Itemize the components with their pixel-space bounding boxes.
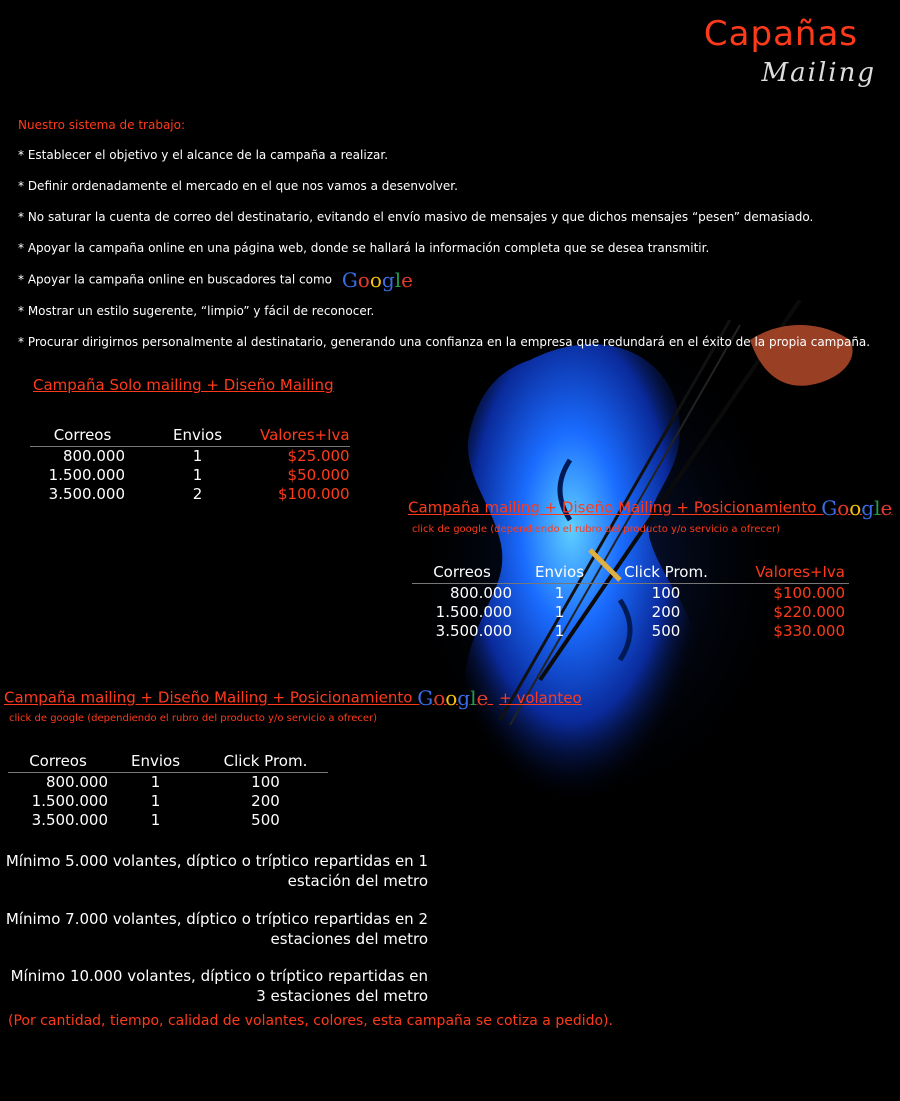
cell-correos: 1.500.000 <box>435 603 512 621</box>
col-header-click: Click Prom. <box>203 752 328 773</box>
col-header-valores: Valores+Iva <box>725 563 849 584</box>
col-header-valores: Valores+Iva <box>260 426 350 447</box>
bullet-market: * Definir ordenadamente el mercado en el que nos vamos a desenvolver. <box>18 179 458 193</box>
cell-envios: 1 <box>554 584 565 602</box>
flyer-option-2 <box>0 909 428 949</box>
flyer-line: Mínimo 7.000 volantes, díptico o tríptico repartidas en 2 <box>5 910 428 928</box>
cell-envios: 1 <box>192 447 203 465</box>
intro-heading: Nuestro sistema de trabajo: <box>18 118 186 132</box>
bullet-search-engines-text: * Apoyar la campaña online en buscadores tal como <box>18 272 332 287</box>
google-logo: Google <box>341 268 413 292</box>
table-row <box>30 466 350 485</box>
cell-envios: 1 <box>192 466 203 484</box>
section2-title-text: Campaña mailing + Diseño Mailing + Posicionamiento <box>408 498 817 517</box>
table-header-row <box>412 563 849 584</box>
cell-click: 500 <box>251 811 280 829</box>
cell-click: 100 <box>651 584 681 602</box>
section1-title: Campaña Solo mailing + Diseño Mailing <box>33 376 334 394</box>
section1-price-table <box>30 426 350 504</box>
cell-correos: 3.500.000 <box>48 485 125 503</box>
bullet-web-page: * Apoyar la campaña online en una página web, donde se hallará la información completa que se desea transmitir. <box>18 241 710 255</box>
flyer-line: estación del metro <box>287 872 428 890</box>
cell-valor: $50.000 <box>287 466 350 484</box>
bullet-personal: * Procurar dirigirnos personalmente al destinatario, generando una confianza en la empresa que redundará en el éxito de la propia campaña. <box>18 335 871 349</box>
cell-correos: 800.000 <box>449 584 512 602</box>
table-row <box>412 622 849 641</box>
bullet-objective: * Establecer el objetivo y el alcance de la campaña a realizar. <box>18 148 389 162</box>
section3-title-text: Campaña mailing + Diseño Mailing + Posicionamiento <box>4 688 413 707</box>
cell-valor: $220.000 <box>773 603 845 621</box>
flyer-option-1 <box>0 851 428 891</box>
col-header-correos: Correos <box>8 752 108 773</box>
col-header-envios: Envios <box>108 752 203 773</box>
flyer-line: estaciones del metro <box>270 930 428 948</box>
flyer-line: 3 estaciones del metro <box>256 987 428 1005</box>
cell-correos: 800.000 <box>62 447 125 465</box>
table-header-row <box>8 752 328 773</box>
section3-price-table <box>8 752 328 830</box>
cell-click: 200 <box>251 792 280 810</box>
cell-correos: 3.500.000 <box>31 811 108 829</box>
table-row <box>412 603 849 622</box>
col-header-envios: Envios <box>512 563 607 584</box>
cell-click: 100 <box>251 773 280 791</box>
cell-envios: 1 <box>150 811 161 829</box>
section3-title <box>4 686 582 710</box>
section2-title <box>408 496 892 520</box>
col-header-click: Click Prom. <box>607 563 725 584</box>
section2-note: click de google (dependiendo el rubro del producto y/o servicio a ofrecer) <box>412 524 781 535</box>
table-row <box>30 485 350 504</box>
cell-click: 500 <box>651 622 681 640</box>
section2-price-table <box>412 563 849 641</box>
cell-correos: 800.000 <box>45 773 108 791</box>
page-title: Capañas <box>703 14 858 54</box>
table-row <box>30 447 350 467</box>
flyer-option-3 <box>0 966 428 1006</box>
table-row <box>8 792 328 811</box>
bullet-search-engines <box>18 268 413 292</box>
cell-correos: 1.500.000 <box>48 466 125 484</box>
cell-valor: $100.000 <box>773 584 845 602</box>
col-header-correos: Correos <box>412 563 512 584</box>
cell-envios: 1 <box>150 773 161 791</box>
google-logo: Google <box>417 686 489 710</box>
cell-valor: $100.000 <box>278 485 350 503</box>
cell-envios: 2 <box>192 485 203 503</box>
cell-envios: 1 <box>150 792 161 810</box>
cell-envios: 1 <box>554 622 565 640</box>
section3-title-suffix: + volanteo <box>499 688 582 707</box>
flyer-line: Mínimo 5.000 volantes, díptico o tríptico repartidas en 1 <box>5 852 428 870</box>
cell-valor: $25.000 <box>287 447 350 465</box>
footer-note: (Por cantidad, tiempo, calidad de volantes, colores, esta campaña se cotiza a pedido). <box>8 1013 613 1029</box>
table-row <box>8 773 328 793</box>
cell-correos: 1.500.000 <box>31 792 108 810</box>
cell-correos: 3.500.000 <box>435 622 512 640</box>
google-logo: Google <box>821 496 893 520</box>
page-subtitle: Mailing <box>761 58 876 88</box>
table-header-row <box>30 426 350 447</box>
col-header-envios: Envios <box>135 426 260 447</box>
flyer-line: Mínimo 10.000 volantes, díptico o tríptico repartidas en <box>10 967 428 985</box>
cell-click: 200 <box>651 603 681 621</box>
bullet-no-saturation: * No saturar la cuenta de correo del destinatario, evitando el envío masivo de mensajes y que dichos mensajes “pesen” demasiado. <box>18 210 814 224</box>
col-header-correos: Correos <box>30 426 135 447</box>
section3-note: click de google (dependiendo el rubro del producto y/o servicio a ofrecer) <box>9 713 378 724</box>
table-row <box>8 811 328 830</box>
cell-valor: $330.000 <box>773 622 845 640</box>
table-row <box>412 584 849 604</box>
cell-envios: 1 <box>554 603 565 621</box>
bullet-style: * Mostrar un estilo sugerente, “limpio” y fácil de reconocer. <box>18 304 375 318</box>
